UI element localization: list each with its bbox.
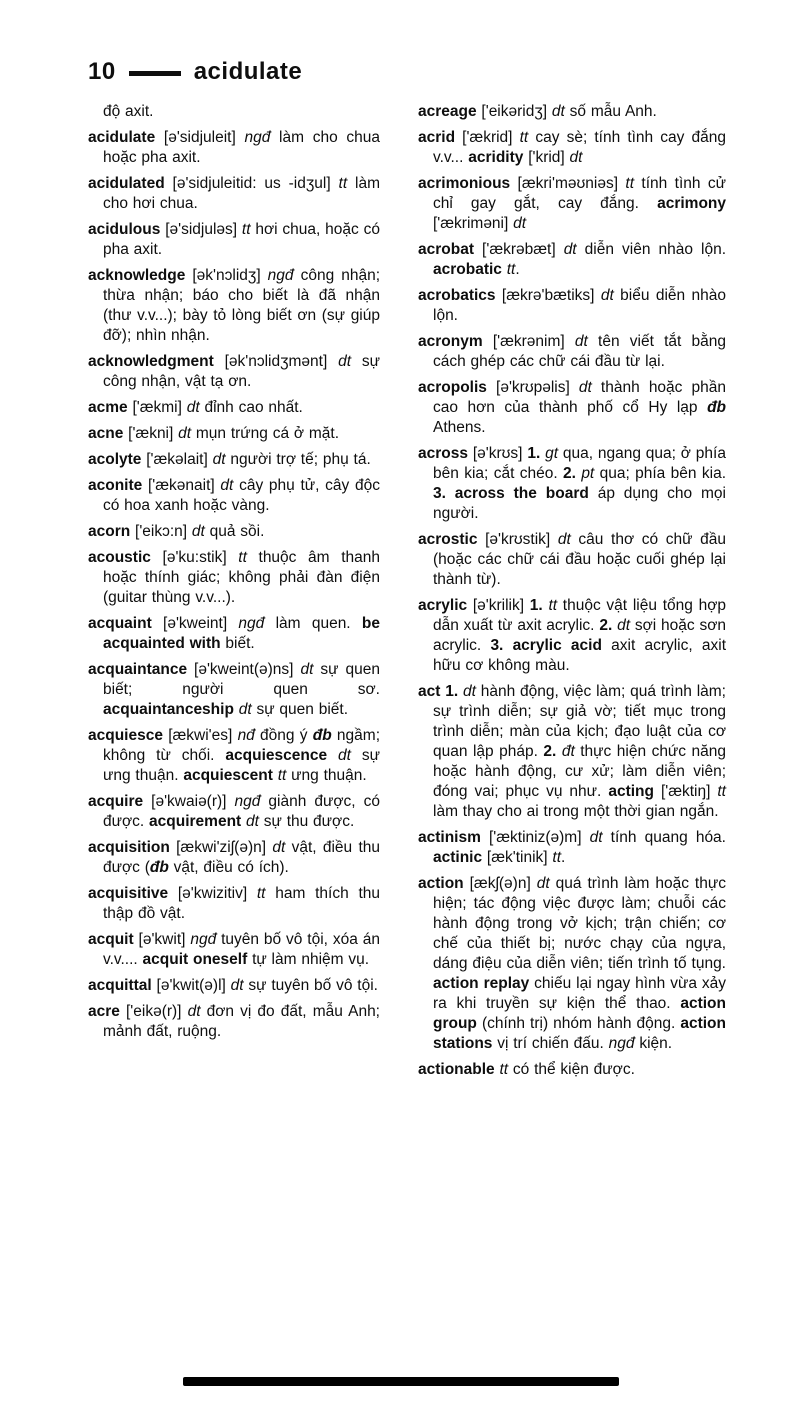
entry-text: tính tình cử chỉ gay gắt, cay đắng. xyxy=(433,175,727,212)
entry-pos-label: dt xyxy=(578,379,592,396)
entry-pos-label: dt xyxy=(220,477,234,494)
dictionary-entry xyxy=(88,398,380,418)
entry-text: cay sè; tính tình cay đắng v.v... xyxy=(433,129,726,166)
text-columns xyxy=(88,102,726,1086)
entry-pos-label: dt xyxy=(186,399,200,416)
entry-bold-text: action group xyxy=(433,995,726,1032)
entry-text: tên viết tắt bằng cách ghép các chữ cái đầu từ lại. xyxy=(433,333,726,370)
entry-text: sự quen biết. xyxy=(251,701,348,718)
entry-text: độ axit. xyxy=(103,103,154,120)
dictionary-entry xyxy=(88,792,380,832)
entry-text: sự ưng thuận. xyxy=(103,747,380,784)
entry-bold-text: acquiescence xyxy=(225,747,339,764)
entry-text: hơi chua, hoặc có pha axit. xyxy=(103,221,380,258)
entry-bold-text: acridity xyxy=(468,149,529,166)
entry-text: axit acrylic, axit hữu cơ không màu. xyxy=(433,637,726,674)
entry-text: qua, ngang qua; ở phía bên kia; cắt chéo. xyxy=(433,445,726,482)
entry-pos-label: dt xyxy=(600,287,614,304)
entry-pos-label: ngđ xyxy=(190,931,217,948)
entry-text: quá trình làm hoặc thực hiện; tác động việc được làm; chuỗi các hành động trong vở kịch; trận chiến; cơ chế của thiết bị; nước chạy của ngựa, dáng điệu của diễn viên; tiến trình tố tụng. xyxy=(433,875,726,972)
entry-bold-text: acoustic xyxy=(88,549,163,566)
entry-text: sự quen biết; người quen sơ. xyxy=(103,661,380,698)
entry-pos-label: dt xyxy=(300,661,314,678)
dictionary-entry xyxy=(88,128,380,168)
entry-pos-label: dt xyxy=(246,813,259,830)
entry-text: [ə'krʊpəlis] xyxy=(496,379,579,396)
entry-pos-label: dt xyxy=(238,701,252,718)
entry-pos-label: tt xyxy=(506,261,516,278)
dictionary-entry xyxy=(418,444,726,524)
entry-bold-text: 3. across the board xyxy=(433,485,589,502)
entry-text: [ækri'məʊniəs] xyxy=(517,175,626,192)
entry-bold-text: acrylic xyxy=(418,597,473,614)
entry-pos-label: tt xyxy=(256,885,266,902)
header-dash-rule xyxy=(129,71,181,76)
dictionary-entry xyxy=(88,522,380,542)
entry-text: ưng thuận. xyxy=(286,767,367,784)
entry-pos-label: nđ xyxy=(237,727,255,744)
dictionary-entry xyxy=(88,976,380,996)
entry-text: ['æktiŋ] xyxy=(660,783,718,800)
entry-text: cây phụ tử, cây độc có hoa xanh hoặc vàng. xyxy=(103,477,380,514)
entry-bold-text: be acquainted with xyxy=(103,615,380,652)
entry-text: hành động, việc làm; quá trình làm; sự trình diễn; sự giả vờ; tiết mục trong trình diễn; màn của kịch; đạo luật của cơ quan lập pháp. xyxy=(433,683,726,760)
entry-bold-text: actionable xyxy=(418,1061,500,1078)
entry-text: người trợ tế; phụ tá. xyxy=(225,451,371,468)
entry-text: [ækʃ(ə)n] xyxy=(469,875,537,892)
entry-bold-text: acquit oneself xyxy=(142,951,248,968)
entry-text: [ə'kwizitiv] xyxy=(177,885,257,902)
entry-bold-text: acknowledge xyxy=(88,267,193,284)
entry-pos-label: pt xyxy=(581,465,595,482)
entry-bold-text: 2. xyxy=(543,743,562,760)
entry-text: qua; phía bên kia. xyxy=(594,465,727,482)
entry-text: tuyên bố vô tội, xóa án v.v.... xyxy=(103,931,380,968)
entry-bold-text: đb xyxy=(707,399,726,416)
entry-text: sự công nhận, vật tạ ơn. xyxy=(103,353,380,390)
entry-bold-text: 2. xyxy=(599,617,618,634)
entry-bold-text: acquaint xyxy=(88,615,164,632)
entry-text: sợi hoặc sơn acrylic. xyxy=(433,617,727,654)
entry-text: [ə'kweint(ə)ns] xyxy=(194,661,301,678)
entry-text: [ək'nɔlidʒmənt] xyxy=(224,353,339,370)
entry-text: ['ækni] xyxy=(128,425,179,442)
entry-pos-label: gt xyxy=(545,445,559,462)
dictionary-entry xyxy=(88,548,380,608)
entry-text: (chính trị) nhóm hành động. xyxy=(476,1015,681,1032)
entry-pos-label: dt xyxy=(557,531,571,548)
entry-text: [æk'tinik] xyxy=(486,849,553,866)
entry-bold-text: acrobat xyxy=(418,241,483,258)
dictionary-entry xyxy=(418,682,726,822)
entry-text: [ækwi'es] xyxy=(168,727,238,744)
entry-text: diễn viên nhào lộn. xyxy=(576,241,726,258)
entry-text: giành được, có được. xyxy=(103,793,380,830)
entry-bold-text: acquittal xyxy=(88,977,157,994)
entry-bold-text: actinic xyxy=(433,849,487,866)
entry-pos-label: tt xyxy=(238,549,247,566)
entry-pos-label: dt xyxy=(178,425,192,442)
entry-text: thuộc vật liệu tổng hợp dẫn xuất từ axit acrylic. xyxy=(433,597,726,634)
entry-bold-text: acreage xyxy=(418,103,482,120)
entry-text: ['ækənait] xyxy=(147,477,221,494)
dictionary-entry xyxy=(88,930,380,970)
dictionary-entry xyxy=(418,128,726,168)
entry-bold-text: acrid xyxy=(418,129,463,146)
entry-pos-label: ngđ xyxy=(244,129,271,146)
entry-bold-text: 3. acrylic acid xyxy=(490,637,602,654)
entry-text: có thể kiện được. xyxy=(508,1061,635,1078)
entry-text: vật, điều thu được ( xyxy=(103,839,380,876)
dictionary-entry xyxy=(88,174,380,214)
entry-text: [ækwi'ziʃ(ə)n] xyxy=(176,839,273,856)
dictionary-entry xyxy=(88,1002,380,1042)
entry-pos-label: tt xyxy=(717,783,726,800)
dictionary-entry xyxy=(88,220,380,260)
entry-pos-label: tt xyxy=(548,597,558,614)
entry-bold-text: đb xyxy=(149,859,169,876)
page-number: 10 xyxy=(88,58,116,85)
entry-bold-text: acquit xyxy=(88,931,139,948)
entry-bold-text: acting xyxy=(608,783,661,800)
entry-bold-text: 2. xyxy=(563,465,582,482)
entry-text: [ə'krʊstik] xyxy=(485,531,558,548)
entry-text: Athens. xyxy=(433,419,486,436)
entry-text: ['ækrəbæt] xyxy=(482,241,564,258)
entry-pos-label: dt xyxy=(569,149,583,166)
entry-text: [ə'krilik] xyxy=(472,597,530,614)
entry-pos-label: tt xyxy=(552,849,562,866)
entry-pos-label: dt xyxy=(187,1003,201,1020)
entry-pos-label: tt xyxy=(499,1061,509,1078)
entry-text: ngầm; không từ chối. xyxy=(103,727,381,764)
entry-bold-text: action xyxy=(418,875,470,892)
entry-text: [ə'sidjuleit] xyxy=(163,129,245,146)
dictionary-entry xyxy=(418,286,726,326)
entry-text: sự thu được. xyxy=(258,813,355,830)
dictionary-entry xyxy=(418,378,726,438)
entry-bold-text: acrobatics xyxy=(418,287,502,304)
entry-text: thành hoặc phần cao hơn của thành phố cổ Hy lạp xyxy=(433,379,726,416)
entry-pos-label: dt xyxy=(462,683,476,700)
entry-pos-label: dt xyxy=(338,747,351,764)
entry-text: đơn vị đo đất, mẫu Anh; mảnh đất, ruộng. xyxy=(103,1003,380,1040)
entry-pos-label: dt xyxy=(513,215,527,232)
entry-bold-text: acquirement xyxy=(149,813,247,830)
entry-bold-text: acorn xyxy=(88,523,136,540)
dictionary-entry xyxy=(418,332,726,372)
entry-pos-label: dt xyxy=(272,839,286,856)
entry-text: thuộc âm thanh hoặc thính giác; không phải đàn điện (guitar thùng v.v...). xyxy=(103,549,380,606)
entry-text: [ə'kweint] xyxy=(163,615,239,632)
entry-text: kiện. xyxy=(634,1035,673,1052)
entry-text: [ə'ku:stik] xyxy=(162,549,239,566)
entry-text: ['ækmi] xyxy=(132,399,187,416)
entry-bold-text: acolyte xyxy=(88,451,147,468)
entry-bold-text: acquisition xyxy=(88,839,177,856)
entry-text: [ə'kwaiə(r)] xyxy=(151,793,235,810)
entry-text: ['ækəlait] xyxy=(146,451,213,468)
dictionary-entry xyxy=(88,102,380,122)
entry-pos-label: tt xyxy=(277,767,287,784)
entry-pos-label: dt xyxy=(617,617,631,634)
dictionary-entry xyxy=(418,874,726,1054)
guide-word: acidulate xyxy=(193,58,303,85)
entry-text: mụn trứng cá ở mặt. xyxy=(191,425,340,442)
entry-text: [ə'sidjuleitid: us -idʒul] xyxy=(172,175,339,192)
entry-text: ['ækrid] xyxy=(462,129,520,146)
entry-pos-label: dt xyxy=(551,103,565,120)
entry-text: câu thơ có chữ đầu (hoặc các chữ cái đầu hoặc cuối ghép lại thành từ). xyxy=(433,531,726,588)
dictionary-entry xyxy=(88,476,380,516)
dictionary-entry xyxy=(88,614,380,654)
entry-text: ['ækriməni] xyxy=(433,215,514,232)
entry-bold-text: acropolis xyxy=(418,379,497,396)
entry-bold-text: acquisitive xyxy=(88,885,178,902)
dictionary-entry xyxy=(418,240,726,280)
entry-pos-label: tt xyxy=(625,175,635,192)
dictionary-entry xyxy=(88,726,380,786)
entry-text: ['ækrənim] xyxy=(492,333,575,350)
entry-bold-text: acne xyxy=(88,425,129,442)
entry-pos-label: đt xyxy=(561,743,575,760)
entry-bold-text: aconite xyxy=(88,477,148,494)
entry-bold-text: actinism xyxy=(418,829,489,846)
entry-text: thực hiện chức năng hoặc hành động, cư xử; làm diễn viên; đóng vai; phục vụ như. xyxy=(433,743,727,800)
entry-pos-label: ngđ xyxy=(267,267,294,284)
entry-bold-text: acidulous xyxy=(88,221,166,238)
entry-bold-text: action replay xyxy=(433,975,530,992)
entry-bold-text: acrimonious xyxy=(418,175,518,192)
dictionary-entry xyxy=(418,1060,726,1080)
entry-pos-label: ngđ xyxy=(238,615,265,632)
entry-text: biểu diễn nhào lộn. xyxy=(433,287,726,324)
entry-text: ['æktiniz(ə)m] xyxy=(489,829,590,846)
entry-text: [ə'kwit(ə)l] xyxy=(156,977,231,994)
entry-text: . xyxy=(515,261,520,278)
dictionary-entry xyxy=(88,884,380,924)
entry-bold-text: acronym xyxy=(418,333,493,350)
entry-pos-label: dt xyxy=(563,241,577,258)
entry-bold-text: act 1. xyxy=(418,683,463,700)
entry-text: [ə'sidjuləs] xyxy=(165,221,242,238)
entry-text: vật, điều có ích). xyxy=(168,859,289,876)
entry-text: công nhận; thừa nhận; báo cho biết là đã nhận (thư v.v...); bày tỏ lòng biết ơn (sự giúp đỡ); nhìn nhận. xyxy=(103,267,380,344)
entry-pos-label: tt xyxy=(519,129,529,146)
entry-pos-label: dt xyxy=(574,333,588,350)
dictionary-entry xyxy=(418,174,726,234)
entry-text: đồng ý xyxy=(254,727,313,744)
entry-pos-label: dt xyxy=(191,523,205,540)
entry-text: . xyxy=(561,849,566,866)
entry-bold-text: acme xyxy=(88,399,133,416)
entry-pos-label: tt xyxy=(241,221,251,238)
entry-pos-label: tt xyxy=(338,175,348,192)
entry-text: làm thay cho ai trong một thời gian ngắn. xyxy=(433,803,719,820)
entry-bold-text: acquaintance xyxy=(88,661,195,678)
entry-bold-text: acquiescent xyxy=(183,767,278,784)
scan-artifact-bar xyxy=(183,1377,619,1386)
entry-bold-text: acrobatic xyxy=(433,261,507,278)
entry-text: đỉnh cao nhất. xyxy=(199,399,303,416)
entry-text: biết. xyxy=(220,635,255,652)
entry-bold-text: 1. xyxy=(529,597,549,614)
entry-text: [ə'krʊs] xyxy=(472,445,528,462)
entry-bold-text: acidulated xyxy=(88,175,173,192)
dictionary-entry xyxy=(418,102,726,122)
right-column xyxy=(418,102,726,1086)
entry-text: áp dụng cho mọi người. xyxy=(433,485,726,522)
entry-text: làm quen. xyxy=(264,615,362,632)
dictionary-entry xyxy=(88,352,380,392)
entry-bold-text: acrostic xyxy=(418,531,486,548)
entry-text: tính quang hóa. xyxy=(602,829,726,846)
entry-text: ['eikɔ:n] xyxy=(135,523,192,540)
entry-bold-text: acquaintanceship xyxy=(103,701,239,718)
entry-text: chiếu lại ngay hình vừa xảy ra khi truyền sự kiện thể thao. xyxy=(433,975,727,1012)
entry-text: số mẫu Anh. xyxy=(564,103,657,120)
entry-bold-text: acquiesce xyxy=(88,727,169,744)
left-column xyxy=(88,102,380,1048)
entry-pos-label: dt xyxy=(589,829,603,846)
entry-pos-label: ngđ xyxy=(608,1035,635,1052)
entry-bold-text: acquire xyxy=(88,793,152,810)
entry-bold-text: acre xyxy=(88,1003,126,1020)
entry-bold-text: 1. xyxy=(527,445,546,462)
entry-text: vị trí chiến đấu. xyxy=(492,1035,609,1052)
entry-pos-label: dt xyxy=(212,451,226,468)
entry-text: [ækrə'bætiks] xyxy=(501,287,601,304)
entry-bold-text: across xyxy=(418,445,473,462)
dictionary-entry xyxy=(418,828,726,868)
page-header xyxy=(88,58,302,86)
entry-text: làm cho hơi chua. xyxy=(103,175,381,212)
dictionary-entry xyxy=(418,596,726,676)
entry-pos-label: dt xyxy=(230,977,244,994)
entry-bold-text: acknowledgment xyxy=(88,353,225,370)
entry-text: ['eikə(r)] xyxy=(126,1003,188,1020)
dictionary-entry xyxy=(88,838,380,878)
dictionary-entry xyxy=(88,660,380,720)
entry-text: sự tuyên bố vô tội. xyxy=(243,977,378,994)
entry-bold-text: acidulate xyxy=(88,129,164,146)
dictionary-entry xyxy=(88,450,380,470)
entry-pos-label: dt xyxy=(536,875,550,892)
entry-bold-text: đb xyxy=(312,727,332,744)
entry-text: ham thích thu thập đồ vật. xyxy=(103,885,380,922)
entry-text: [ək'nɔlidʒ] xyxy=(192,267,268,284)
entry-bold-text: acrimony xyxy=(657,195,726,212)
dictionary-entry xyxy=(88,424,380,444)
entry-pos-label: dt xyxy=(338,353,352,370)
entry-text: làm cho chua hoặc pha axit. xyxy=(103,129,380,166)
entry-pos-label: ngđ xyxy=(234,793,261,810)
dictionary-entry xyxy=(418,530,726,590)
entry-text: [ə'kwit] xyxy=(138,931,191,948)
entry-text: tự làm nhiệm vụ. xyxy=(247,951,370,968)
entry-text: ['krid] xyxy=(528,149,570,166)
entry-bold-text: action stations xyxy=(433,1015,726,1052)
dictionary-entry xyxy=(88,266,380,346)
entry-text: ['eikəridʒ] xyxy=(481,103,552,120)
entry-text: quả sồi. xyxy=(204,523,265,540)
